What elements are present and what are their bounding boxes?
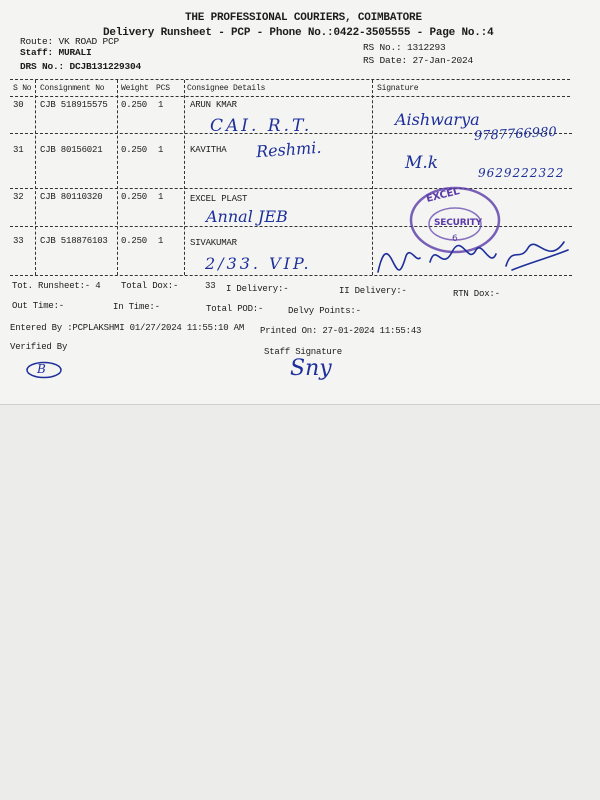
entered-by: Entered By :PCPLAKSHMI 01/27/2024 11:55:10 AM (10, 323, 245, 333)
stamp-text: EXCEL (425, 186, 461, 205)
stamp-text: SECURITY (434, 218, 482, 228)
column-header: Consignee Details (187, 84, 266, 93)
staff-signature: Sny (290, 356, 332, 381)
column-divider (117, 80, 118, 275)
drs-number: DRS No.: DCJB131229304 (20, 61, 142, 72)
table-header-line (10, 96, 570, 97)
consignment-number: CJB 518876103 (40, 236, 108, 246)
weight: 0.250 (121, 100, 148, 110)
stamp-text: 6 (452, 234, 458, 244)
handwritten-address: CAI. R.T. (210, 116, 313, 136)
consignment-number: CJB 518915575 (40, 100, 108, 110)
rs-number: RS No.: 1312293 (363, 42, 446, 53)
column-header: Consignment No (40, 84, 105, 93)
serial-number: 33 (13, 236, 24, 246)
delvy-points-label: Delvy Points:- (288, 306, 361, 316)
serial-number: 31 (13, 145, 24, 155)
column-header: Signature (377, 84, 419, 93)
consignee-name: KAVITHA (190, 145, 227, 155)
consignment-number: CJB 80110320 (40, 192, 103, 202)
column-divider (35, 80, 36, 275)
verified-by-label: Verified By (10, 342, 68, 352)
weight: 0.250 (121, 236, 148, 246)
handwritten-signature: Aishwarya (395, 110, 480, 129)
handwritten-signature: M.k (405, 153, 439, 173)
pieces: 1 (158, 192, 164, 202)
folded-lower-half (0, 405, 600, 800)
company-title: THE PROFESSIONAL COURIERS, COIMBATORE (185, 12, 422, 24)
consignee-name: EXCEL PLAST (190, 194, 248, 204)
serial-number: 30 (13, 100, 24, 110)
in-time-label: In Time:- (113, 302, 160, 312)
weight: 0.250 (121, 145, 148, 155)
staff-signature-label: Staff Signature (264, 347, 343, 357)
column-header: Weight (121, 84, 149, 93)
table-top-line (10, 79, 570, 80)
serial-number: 32 (13, 192, 24, 202)
pieces: 1 (158, 100, 164, 110)
consignee-name: ARUN KMAR (190, 100, 237, 110)
column-header: S No (13, 84, 32, 93)
consignee-name: SIVAKUMAR (190, 238, 237, 248)
rtn-dox-label: RTN Dox:- (453, 289, 500, 299)
i-delivery-label: I Delivery:- (226, 284, 289, 294)
ii-delivery-label: II Delivery:- (339, 286, 407, 296)
signature-scribble-icon (372, 232, 572, 282)
column-divider (184, 80, 185, 275)
out-time-label: Out Time:- (12, 301, 65, 311)
handwritten-name: Reshmi. (255, 137, 322, 162)
pieces: 1 (158, 145, 164, 155)
rs-date: RS Date: 27-Jan-2024 (363, 55, 474, 66)
staff-label: Staff: MURALI (20, 47, 92, 58)
total-runsheet: Tot. Runsheet:- 4 (12, 281, 101, 291)
verified-initial: B (37, 362, 46, 376)
verified-mark (24, 360, 64, 380)
handwritten-address: 2/33. VIP. (205, 254, 312, 273)
route-label: Route: VK ROAD PCP (20, 36, 120, 47)
total-dox-label: Total Dox:- (121, 281, 179, 291)
total-dox-value: 33 (205, 281, 216, 291)
total-pod-label: Total POD:- (206, 304, 264, 314)
pieces: 1 (158, 236, 164, 246)
handwritten-phone: 9629222322 (478, 166, 565, 180)
handwritten-name: Annal JEB (206, 207, 288, 226)
column-header: PCS (156, 84, 170, 93)
page-fold-line (0, 404, 600, 405)
handwritten-phone: 9787766980 (473, 124, 558, 145)
weight: 0.250 (121, 192, 148, 202)
runsheet-subtitle: Delivery Runsheet - PCP - Phone No.:0422-3505555 - Page No.:4 (103, 27, 494, 39)
printed-on: Printed On: 27-01-2024 11:55:43 (260, 326, 422, 336)
consignment-number: CJB 80156021 (40, 145, 103, 155)
